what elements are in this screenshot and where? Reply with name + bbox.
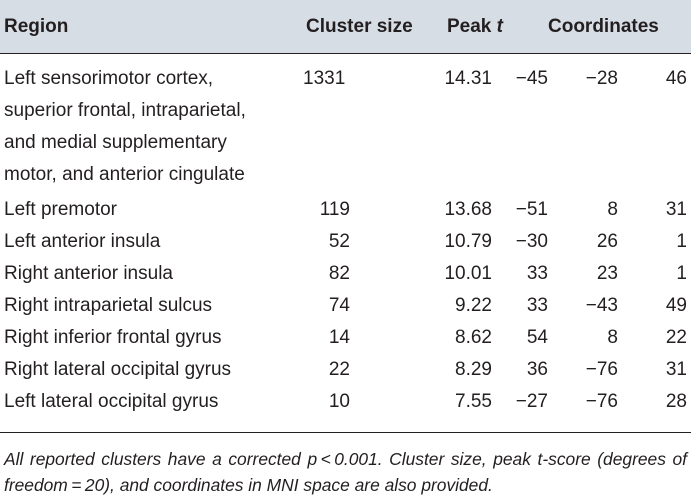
coord-y-cell: 8 bbox=[607, 327, 618, 348]
cluster-size-cell: 119 bbox=[319, 199, 350, 220]
coord-x-cell: 36 bbox=[526, 359, 548, 380]
peak-t-cell: 8.62 bbox=[455, 327, 492, 348]
coord-y-cell: −76 bbox=[585, 359, 618, 380]
coord-z-cell: 31 bbox=[665, 199, 687, 220]
header-peak-t-symbol: t bbox=[496, 16, 503, 37]
header-peak-label: Peak bbox=[447, 16, 497, 37]
footer-rule bbox=[0, 432, 691, 433]
coord-y-cell: 26 bbox=[596, 231, 618, 252]
coord-z-cell: 31 bbox=[665, 359, 687, 380]
coord-x-cell: −30 bbox=[515, 231, 548, 252]
region-cell: superior frontal, intraparietal, bbox=[4, 100, 246, 121]
coord-y-cell: −28 bbox=[585, 68, 618, 89]
coord-x-cell: −45 bbox=[515, 68, 548, 89]
coord-x-cell: 33 bbox=[526, 263, 548, 284]
coord-x-cell: −27 bbox=[515, 391, 548, 412]
region-cell: motor, and anterior cingulate bbox=[4, 164, 245, 185]
region-cell: Left lateral occipital gyrus bbox=[4, 391, 219, 412]
coord-z-cell: 49 bbox=[665, 295, 687, 316]
coord-y-cell: −76 bbox=[585, 391, 618, 412]
peak-t-cell: 13.68 bbox=[444, 199, 492, 220]
header-rule bbox=[0, 53, 691, 54]
cluster-size-cell: 22 bbox=[328, 359, 350, 380]
coord-y-cell: 8 bbox=[607, 199, 618, 220]
coord-y-cell: −43 bbox=[585, 295, 618, 316]
cluster-size-cell: 14 bbox=[328, 327, 350, 348]
peak-t-cell: 7.55 bbox=[455, 391, 492, 412]
region-cell: Right anterior insula bbox=[4, 263, 173, 284]
coord-z-cell: 1 bbox=[676, 231, 687, 252]
cluster-size-cell: 52 bbox=[328, 231, 350, 252]
table-footnote: All reported clusters have a corrected p < 0.001. Cluster size, peak t-score (degrees of freedom = 20), and coordinates in MNI space are also provided. bbox=[4, 449, 687, 495]
peak-t-cell: 8.29 bbox=[455, 359, 492, 380]
peak-t-cell: 10.79 bbox=[444, 231, 492, 252]
coord-z-cell: 28 bbox=[665, 391, 687, 412]
region-cell: Right lateral occipital gyrus bbox=[4, 359, 232, 380]
region-cell: and medial supplementary bbox=[4, 132, 227, 153]
region-cell: Left anterior insula bbox=[4, 231, 161, 252]
table-header bbox=[0, 0, 691, 53]
cluster-size-cell: 10 bbox=[328, 391, 350, 412]
region-cell: Right inferior frontal gyrus bbox=[4, 327, 222, 348]
header-region: Region bbox=[4, 16, 69, 37]
cluster-size-cell: 1331 bbox=[303, 68, 346, 89]
cluster-size-cell: 82 bbox=[328, 263, 350, 284]
region-cell: Right intraparietal sulcus bbox=[4, 295, 213, 316]
cluster-size-cell: 74 bbox=[328, 295, 350, 316]
coord-x-cell: 33 bbox=[526, 295, 548, 316]
region-cell: Left premotor bbox=[4, 199, 117, 220]
coord-z-cell: 1 bbox=[676, 263, 687, 284]
coord-y-cell: 23 bbox=[596, 263, 618, 284]
peak-t-cell: 9.22 bbox=[455, 295, 492, 316]
region-cell: Left sensorimotor cortex, bbox=[4, 68, 214, 89]
header-coordinates: Coordinates bbox=[548, 16, 659, 37]
coord-z-cell: 46 bbox=[665, 68, 687, 89]
peak-t-cell: 14.31 bbox=[444, 68, 492, 89]
coord-x-cell: −51 bbox=[515, 199, 548, 220]
peak-t-cell: 10.01 bbox=[444, 263, 492, 284]
header-cluster-size: Cluster size bbox=[306, 16, 413, 37]
coord-z-cell: 22 bbox=[665, 327, 687, 348]
header-peak-t bbox=[447, 16, 503, 38]
coord-x-cell: 54 bbox=[526, 327, 548, 348]
